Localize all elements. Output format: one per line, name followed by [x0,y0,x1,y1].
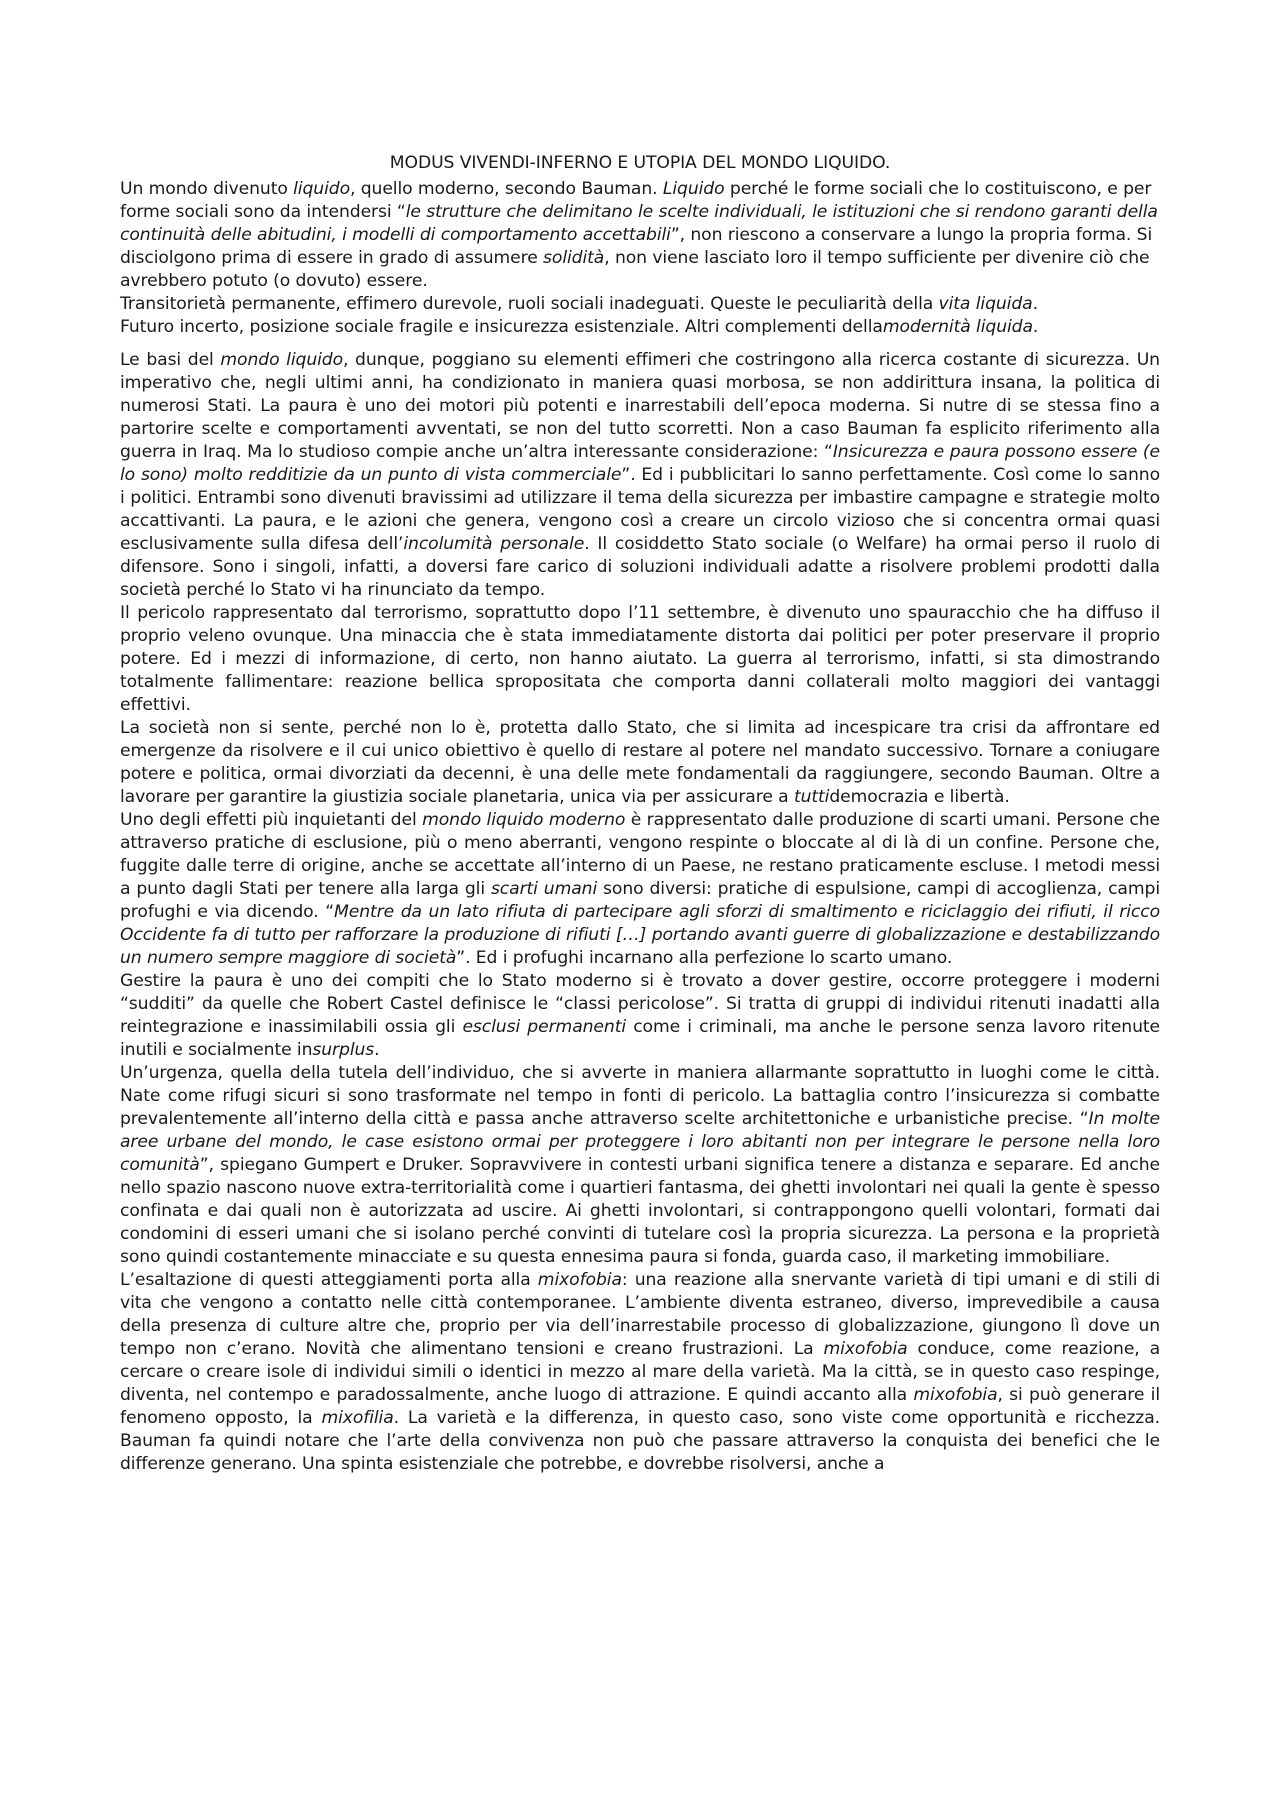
text-run: Un mondo divenuto [120,179,294,199]
body-paragraph [120,970,1160,1062]
body-paragraph [120,349,1160,602]
italic-text: surplus [312,1040,375,1060]
text-run: Futuro incerto, posizione sociale fragile e insicurezza esistenziale. Altri complementi della [120,317,883,337]
text-run: . [1032,294,1038,314]
text-run: . Il cosiddetto Stato sociale (o Welfare) ha ormai perso il ruolo di difensore. Sono i singoli, infatti, a doversi fare carico di soluzioni individuali adatte a risolvere problemi prodotti dalla società perché lo Stato vi ha rinunciato da tempo. [120,534,1160,600]
text-run: , non viene lasciato loro il tempo sufficiente per divenire ciò che avrebbero potuto (o dovuto) essere. [120,248,1150,291]
italic-text: esclusi permanenti [462,1017,627,1037]
body-section [120,349,1160,1476]
italic-text: mixofilia [321,1408,394,1428]
italic-text: mixofobia [913,1385,998,1405]
text-run: perché le forme sociali che lo costituiscono, e per forme sociali sono da intendersi “ [120,179,1152,222]
text-run: Il pericolo rappresentato dal terrorismo, soprattutto dopo l’11 settembre, è divenuto uno spauracchio che ha diffuso il proprio veleno ovunque. Una minaccia che è stata immediatamente distorta dai politici per poter preservare il proprio potere. Ed i mezzi di informazione, di certo, non hanno aiutato. La guerra al terrorismo, infatti, si sta dimostrando totalmente fallimentare: reazione bellica spropositata che comporta danni collaterali molto maggiori dei vantaggi effettivi. [120,603,1160,715]
italic-text: mixofobia [823,1339,908,1359]
italic-text: mixofobia [537,1270,622,1290]
italic-text: tutti [793,787,830,807]
text-run: , quello moderno, secondo Bauman. [349,179,663,199]
text-run: , dunque, poggiano su elementi effimeri che costringono alla ricerca costante di sicurezza. Un imperativo che, negli ultimi anni, ha condizionato in maniera quasi morbosa, se non addirittura insana, la politica di numerosi Stati. La paura è uno dei motori più potenti e inarrestabili dell’epoca moderna. Si nutre di se stessa fino a partorire scelte e comportamenti avventati, se non del tutto scorretti. Non a caso Bauman fa esplicito riferimento alla guerra in Iraq. Ma lo studioso compie anche un’altra interessante considerazione: “ [120,350,1160,462]
text-run: Gestire la paura è uno dei compiti che lo Stato moderno si è trovato a dover gestire, occorre proteggere i moderni “sudditi” da quelle che Robert Castel definisce le “classi pericolose”. Si tratta di gruppi di individui ritenuti inadatti alla reintegrazione e inassimilabili ossia gli [120,971,1160,1037]
intro-paragraph [120,293,1160,316]
italic-text: le strutture che delimitano le scelte individuali, le istituzioni che si rendono garanti della continuità delle abitudini, i modelli di comportamento accettabili [120,202,1158,245]
italic-text: Mentre da un lato rifiuta di partecipare agli sforzi di smaltimento e riciclaggio dei rifiuti, il ricco Occidente fa di tutto per rafforzare la produzione di rifiuti […] portando avanti guerre di globalizzazione e destabilizzando un numero sempre maggiore di società [120,902,1160,968]
text-run: è rappresentato dalle produzione di scarti umani. Persone che attraverso pratiche di esclusione, più o meno aberranti, vengono respinte o bloccate al di là di un confine. Persone che, fuggite dalle terre di origine, anche se accettate all’interno di un Paese, ne restano praticamente escluse. I metodi messi a punto dagli Stati per tenere alla larga gli [120,810,1160,899]
text-run: : una reazione alla snervante varietà di tipi umani e di stili di vita che vengono a contatto nelle città contemporanee. L’ambiente diventa estraneo, diverso, imprevedibile a causa della presenza di culture altre che, proprio per via dell’inarrestabile processo di globalizzazione, giungono lì dove un tempo non c’erano. Novità che alimentano tensioni e creano frustrazioni. La [120,1270,1160,1359]
body-paragraph [120,809,1160,970]
text-run: , si può generare il fenomeno opposto, la [120,1385,1160,1428]
text-run: ”, spiegano Gumpert e Druker. Sopravvivere in contesti urbani significa tenere a distanza e separare. Ed anche nello spazio nascono nuove extra-territorialità come i quartieri fantasma, dei ghetti involontari nei quali la gente è spesso confinata e dai quali non è autorizzata ad uscire. Ai ghetti involontari, si contrappongono quelli volontari, formati dai condomini di esseri umani che si isolano perché convinti di tutelare così la propria sicurezza. La persona e la proprietà sono quindi costantemente minacciate e su questa ennesima paura si fonda, guarda caso, il marketing immobiliare. [120,1155,1160,1267]
document-page [120,152,1160,1476]
text-run: come i criminali, ma anche le persone senza lavoro ritenute inutili e socialmente in [120,1017,1160,1060]
text-run: ”, non riescono a conservare a lungo la propria forma. Si disciolgono prima di essere in grado di assumere [120,225,1153,268]
document-title: MODUS VIVENDI-INFERNO E UTOPIA DEL MONDO LIQUIDO. [389,153,891,173]
text-run: . [1032,317,1039,337]
italic-text: modernità liquida [882,317,1033,337]
italic-text: In molte aree urbane del mondo, le case esistono ormai per proteggere i loro abitanti non per integrare le persone nella loro comunità [120,1109,1160,1175]
body-paragraph [120,602,1160,717]
italic-text: liquido [293,179,350,199]
italic-text: solidità [543,248,605,268]
italic-text: mondo liquido [220,350,344,370]
text-run: Transitorietà permanente, effimero durevole, ruoli sociali inadeguati. Queste le peculiarità della [120,294,939,314]
italic-text: Liquido [662,179,725,199]
italic-text: vita liquida [938,294,1033,314]
body-paragraph [120,1062,1160,1269]
text-run: Un’urgenza, quella della tutela dell’individuo, che si avverte in maniera allarmante soprattutto in luoghi come le città. Nate come rifugi sicuri si sono trasformate nel tempo in fonti di pericolo. La battaglia contro l’insicurezza si combatte prevalentemente all’interno della città e passa anche attraverso scelte architettoniche e urbanistiche precise. “ [120,1063,1160,1129]
text-run: . La varietà e la differenza, in questo caso, sono viste come opportunità e ricchezza. Bauman fa quindi notare che l’arte della convivenza non può che passare attraverso la conquista dei benefici che le differenze generano. Una spinta esistenziale che potrebbe, e dovrebbe risolversi, anche a [120,1408,1160,1474]
text-run: . [374,1040,380,1060]
intro-section [120,178,1160,339]
text-run: sono diversi: pratiche di espulsione, campi di accoglienza, campi profughi e via dicendo. “ [120,879,1160,922]
body-paragraph [120,1269,1160,1476]
italic-text: Insicurezza e paura possono essere (e lo sono) molto redditizie da un punto di vista commerciale [120,442,1160,485]
text-run: ”. Ed i profughi incarnano alla perfezione lo scarto umano. [456,948,953,968]
intro-paragraph [120,178,1160,293]
italic-text: scarti umani [490,879,598,899]
text-run: Uno degli effetti più inquietanti del [120,810,423,830]
text-run: democrazia e libertà. [829,787,1010,807]
text-run: Le basi del [120,350,221,370]
text-run: conduce, come reazione, a cercare o creare isole di individui simili o identici in mezzo al mare della varietà. Ma la città, se in questo caso respinge, diventa, nel contempo e paradossalmente, anche luogo di attrazione. E quindi accanto alla [120,1339,1161,1405]
text-run: L’esaltazione di questi atteggiamenti porta alla [120,1270,538,1290]
body-paragraph [120,717,1160,809]
italic-text: incolumità personale [403,534,585,554]
text-run: La società non si sente, perché non lo è, protetta dallo Stato, che si limita ad incespicare tra crisi da affrontare ed emergenze da risolvere e il cui unico obiettivo è quello di restare al potere nel mandato successivo. Tornare a coniugare potere e politica, ormai divorziati da decenni, è una delle mete fondamentali da raggiungere, secondo Bauman. Oltre a lavorare per garantire la giustizia sociale planetaria, unica via per assicurare a [120,718,1160,807]
text-run: ”. Ed i pubblicitari lo sanno perfettamente. Così come lo sanno i politici. Entrambi sono divenuti bravissimi ad utilizzare il tema della sicurezza per imbastire campagne e strategie molto accattivanti. La paura, e le azioni che genera, vengono così a creare un circolo vizioso che si concentra ormai quasi esclusivamente sulla difesa dell’ [120,465,1160,554]
intro-paragraph [120,316,1160,339]
italic-text: mondo liquido moderno [422,810,626,830]
